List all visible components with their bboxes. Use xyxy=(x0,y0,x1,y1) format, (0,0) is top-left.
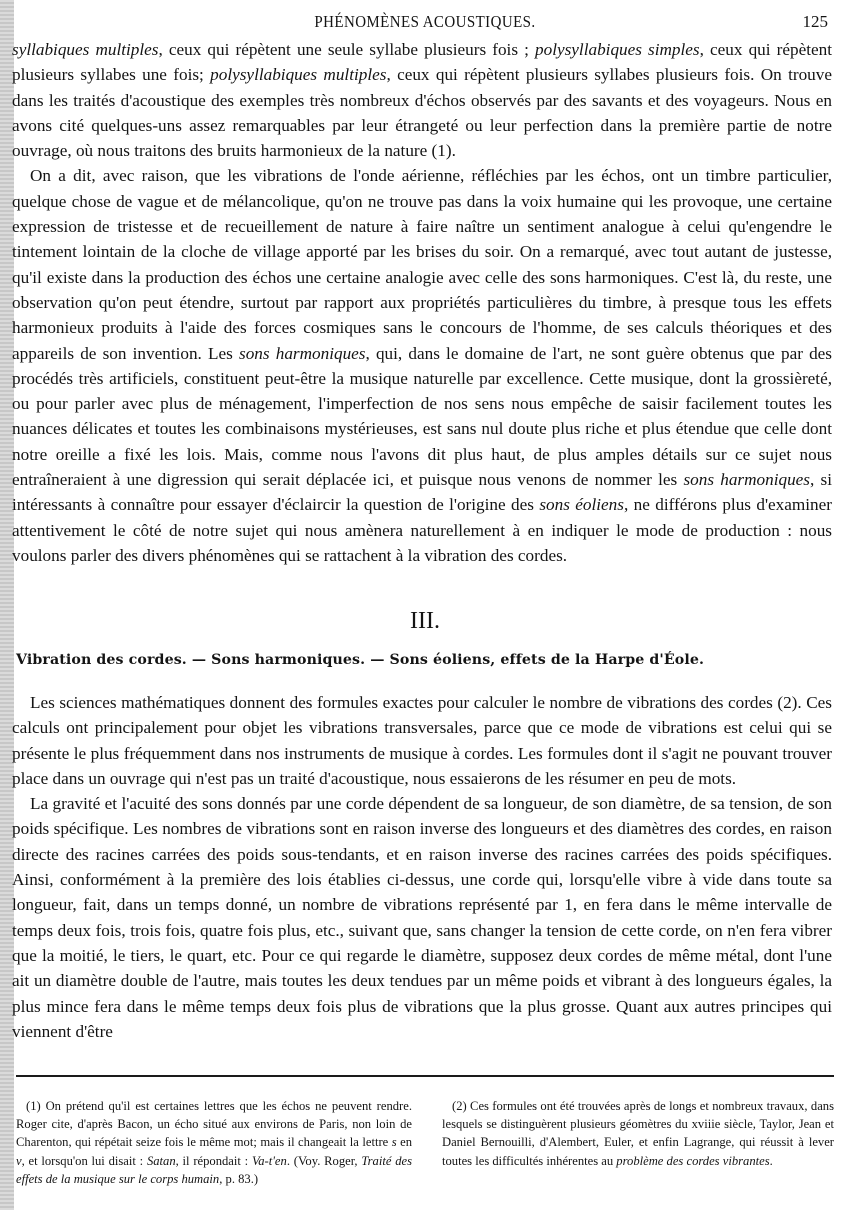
page-header xyxy=(0,12,850,34)
text-run: On a dit, avec raison, que les vibrations de l'onde aérienne, réfléchies par les échos, ont un timbre particulier, quelque chose de vague et de mélancolique, qu'on ne trouve pas dans la voix humaine qui les provoque, une certaine expression de tristesse et de recueillement de nature à faire naître un sentiment analogue à celui qu'engendre le tintement lointain de la cloche de village apporté par les brises du soir. On a remarqué, avec tout autant de justesse, qu'il existe dans la production des échos une certaine analogie avec celle des sons harmoniques. C'est là, du reste, une observation qu'on peut étendre, surtout par rapport aux propriétés particulières du timbre, à presque tous les effets harmonieux produits à l'aide des forces cosmiques sans le concours de l'homme, de ses calculs théoriques et des appareils de son invention. Les xyxy=(12,166,832,363)
text-run: , ne différons plus d'examiner attentivement le côté de notre sujet qui nous amènera naturellement à en indiquer le mode de production : nous voulons parler des divers phénomènes qui se rattachent à la vibration des cordes. xyxy=(12,495,832,565)
paragraph xyxy=(12,163,832,568)
body-text-bottom xyxy=(12,690,832,1044)
italic-text: v xyxy=(16,1153,22,1168)
text-run: , il répondait : xyxy=(175,1153,252,1168)
italic-text: sons harmoniques xyxy=(239,343,366,363)
text-run: , qui, dans le domaine de l'art, ne sont guère obtenus que par des procédés très artificiels, constituent peut-être la musique naturelle par excellence. Cette musique, dont la grossièreté, ou pour parler avec plus de ménagement, l'imperfection de nos sens nous empêche de saisir facilement toutes les nuances délicates et toutes les combinaisons mystérieuses, est sans nul doute plus riche et plus étendue que celle dont notre oreille a fixé les lois. Mais, comme nous l'avons dit plus haut, de plus amples détails sur ce sujet nous entraîneraient à une digression qui serait déplacée ici, et puisque nous venons de nommer les xyxy=(12,343,832,490)
italic-text: sons harmoniques xyxy=(683,470,810,490)
paragraph xyxy=(12,791,832,1044)
text-run: , p. 83.) xyxy=(219,1171,259,1186)
page-number: 125 xyxy=(802,12,828,31)
running-title: PHÉNOMÈNES ACOUSTIQUES. xyxy=(314,12,536,31)
footnote-text xyxy=(16,1097,412,1188)
text-run: . (Voy. Roger, xyxy=(286,1153,362,1168)
paragraph xyxy=(12,37,832,163)
italic-text: polysyllabiques multiples xyxy=(210,65,387,85)
text-run: , si intéressants à connaître pour essayer d'éclaircir la question de l'origine des xyxy=(12,470,832,515)
text-run: (2) Ces formules ont été trouvées après de longs et nombreux travaux, dans lesquels se distinguèrent plusieurs géomètres du xviiie siècle, Taylor, Jean et Daniel Bernouilli, d'Alembert, Euler, et enfin Lagrange, qui réussit à lever toutes les difficultés inhérentes au xyxy=(442,1099,834,1168)
body-text-top xyxy=(12,37,832,568)
text-run: , et lorsqu'on lui disait : xyxy=(21,1153,147,1168)
text-run: , ceux qui répètent plusieurs syllabes plusieurs fois. On trouve dans les traités d'acoustique des exemples très nombreux d'échos observés par des savants et des voyageurs. Nous en avons cité quelques-uns assez remarquables par leur étrangeté ou leur perfection dans la première partie de notre ouvrage, où nous traitons des bruits harmonieux de la nature (1). xyxy=(12,65,832,161)
italic-text: sons éoliens xyxy=(539,495,624,515)
italic-text: problème des cordes vibrantes xyxy=(616,1153,770,1168)
italic-text: syllabiques multiples xyxy=(12,40,159,59)
section-number: III. xyxy=(410,608,440,634)
footnote-1 xyxy=(16,1097,412,1188)
italic-text: polysyllabiques simples xyxy=(535,40,700,59)
text-run: , ceux qui répètent plusieurs syllabes une fois; xyxy=(12,40,832,85)
italic-text: s xyxy=(391,1135,397,1150)
italic-text: Traité des effets de la musique sur le corps humain xyxy=(16,1153,412,1186)
text-run: Les sciences mathématiques donnent des formules exactes pour calculer le nombre de vibrations des cordes (2). Ces calculs ont principalement pour objet les vibrations transversales, parce que ce mode de vibrations est celui qui se présente le plus fréquemment dans nos instruments de musique à cordes. Les formules dont il s'agit ne pouvant trouver place dans un ouvrage qui n'est pas un traité d'acoustique, nous essaierons de les résumer en peu de mots. xyxy=(12,693,832,788)
italic-text: Satan xyxy=(146,1153,176,1168)
text-run: , ceux qui répètent une seule syllabe plusieurs fois ; xyxy=(158,40,536,59)
section-title: Vibration des cordes. — Sons harmoniques. — Sons éoliens, effets de la Harpe d'Éole. xyxy=(16,652,704,668)
paragraph xyxy=(12,690,832,791)
text-run: La gravité et l'acuité des sons donnés par une corde dépendent de sa longueur, de son diamètre, de sa tension, de son poids spécifique. Les nombres de vibrations sont en raison inverse des longueurs et des diamètres des cordes, en raison directe des racines carrées des poids sous-tendants, et en raison inverse des racines carrées des poids spécifiques. Ainsi, conformément à la première des lois établies ci-dessus, une corde qui, lorsqu'elle vibre à vide dans toute sa longueur, fait, dans un temps donné, un nombre de vibrations représenté par 1, en fera dans le même intervalle de temps deux fois, trois fois, quatre fois plus, etc., suivant que, sans changer la tension de cette corde, on n'en fera vibrer que la moitié, le tiers, le quart, etc. Pour ce qui regarde le diamètre, supposez deux cordes de même métal, dont l'une ait un diamètre double de l'autre, mais toutes les deux tendues par un même poids et vibrant à des longueurs égales, la plus mince fera dans le même temps deux fois plus de vibrations que la plus grosse. Quant aux autres principes qui viennent d'être xyxy=(12,794,832,1041)
footnote-text xyxy=(442,1097,834,1170)
text-run: (1) On prétend qu'il est certaines lettres que les échos ne peuvent rendre. Roger cite, d'après Bacon, un écho situé aux environs de Paris, non loin de Charenton, qui répétait seize fois le même mot; mais il changeait la lettre xyxy=(16,1099,412,1150)
footnote-divider xyxy=(16,1075,834,1077)
text-run: en xyxy=(396,1135,412,1150)
italic-text: Va-t'en xyxy=(251,1153,287,1168)
text-run: . xyxy=(769,1153,773,1168)
footnote-2 xyxy=(442,1097,834,1170)
